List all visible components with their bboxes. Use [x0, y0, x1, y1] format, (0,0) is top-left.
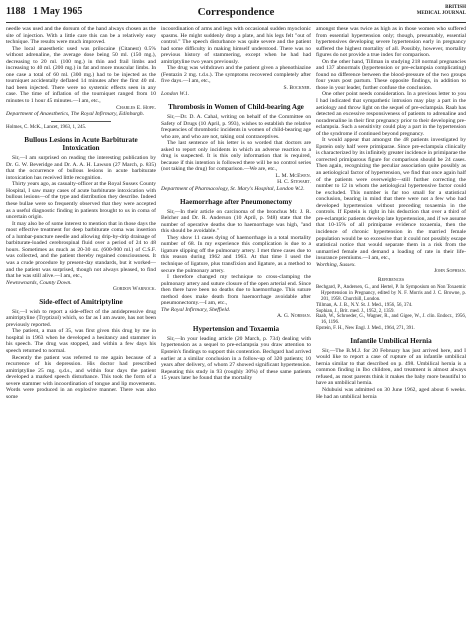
article-title: Bullous Lesions in Acute Barbiturate Intoxication — [24, 136, 138, 153]
signature: L. M. McEwen. — [275, 172, 311, 179]
paragraph: Sir,—The B.M.J. for 20 February has just arrived here, and I would like to report a case of rupture of an infantile umbilical hernia similar to that described on p. 498. Umbilical hernia is a common finding in Ibo children, and treatment is almost always refused, as most parents think it makes the baby more beautiful to have an umbilical hernia. — [316, 347, 466, 387]
signature: H. C. Stewart. — [277, 179, 311, 186]
paragraph: amongst these was twice as high as in those women who suffered from essential hypertension only; though, presumably, essential hypertensives developing severe hypertension early in pregnancy suffered the highest mortality of all. Possibly, however, mortality figures do not provide a true index for comparison. — [316, 26, 466, 59]
article-title: Haemorrhage after Pneumonectomy — [179, 197, 293, 206]
paragraph: They show 11 cases dying of haemorrhage in a total mortality number of 68. In my experience this complication is due to a ligature slipping off the pulmonary artery. I met three cases due to this reason during 1962 and 1963. At that time I used the technique of ligature, plus transfixion and ligature, as a method to secure the pulmonary artery. — [161, 234, 311, 274]
article-title: Side-effect of Amitriptyline — [39, 297, 123, 306]
signature: Gordon Warnock. — [112, 286, 156, 293]
reference: Raab, W., Schroeder, G., Wagner, R., and Gigee, W., J. clin. Endocr., 1956, 16, 1196. — [316, 314, 466, 326]
paragraph: The local anaesthetic used was prilocaine (Citanest) 0.5% without adrenaline, the average dose being 50 ml. (150 mg.), decreasing to 20 ml. (100 mg.) in thin and frail limbs and increasing to 40 ml. (200 mg.) in fat and more muscular limbs. In one case a total of 60 ml. (300 mg.) had to be injected as the tourniquet accidentally deflated 14 minutes after the first 40 ml. had been injected. There were no systemic effects seen in any case. The time of inflation of the tourniquet ranged from 10 minutes to 1 hour 45 minutes.—I am, etc., — [6, 45, 156, 105]
paragraph: Thirty years ago, as casualty-officer at the Royal Sussex County Hospital, I saw many cases of acute barbiturate intoxication with bullous lesions—of the type and distribution they describe. Indeed these bullae were so frequently observed that they were accepted as a useful diagnostic finding in patients brought to us in coma of uncertain origin. — [6, 181, 156, 221]
reference: Holmes, C. McK., Lancet, 1963, 1, 245. — [6, 124, 87, 130]
journal-name-line1: BRITISH — [445, 5, 466, 10]
reference: Sophian, J., Brit. med. J., 1952, 2, 1359. — [316, 308, 395, 314]
paragraph: The patient, a man of 35, was first given this drug by me in hospital in 1963 when he developed a hesitancy and stammer in his speech. The drug was stopped, and within a few days his speech returned to normal. — [6, 328, 156, 354]
paragraph: The last sentence of his letter is so worded that doctors are asked to report only incidents in which an adverse reaction to a drug is suspected. It is this only information that is required, because if this intention is followed there will be no control series (not taking the drug) for comparison.—We are, etc., — [161, 140, 311, 173]
paragraph: It would appear that amongst the 48 patients investigated by Epstein only half were primiparae. Since pre-eclampsia clinically is characterized by its infinitely greater incidence in primiparae the corrected primiparous figure for comparison should be 24 cases. Then again, recognizing the peculiar association quite possibly as an aetiological factor of hypertension, we find that once again half of the patients were overweight—still further correcting the number to 12 in whom the aetiological hypertensive factor could be excluded. This number is far too small for a statistical conclusion, bearing in mind that there were not a few who had developed hypertension without preceding toxaemia in the controls. If Epstein is right in his deduction that over a third of pre-eclamptic patients develop late hypertension, and if we assume that 10-15% of all primiparae evidence toxaemia, then the incidence of chronic hypertension in the married female population would be so excessive that it could not possibly escape statistical notice that would separate them in a risk from the unmarried female and demand a loading of rate in their life-insurance premiums.—I am, etc., — [316, 137, 466, 262]
affiliation: Department of Anaesthetics, The Royal Infirmary, Edinburgh. — [6, 111, 145, 118]
paragraph: incoordination of arms and legs with occasional sudden myoclonic spasms. He might suddenly drop a plate, and his legs felt "out of control." The speech disturbance was quite severe and the patient had some difficulty in making himself understood. There was no previous history of stammering, except when he had had amitriptyline two years previously. — [161, 26, 311, 65]
section-title: Correspondence — [197, 6, 275, 18]
divider — [51, 121, 111, 122]
affiliation: London W.1. — [161, 91, 190, 98]
signature: Charles E. Hope. — [116, 104, 156, 111]
journal-name — [417, 5, 466, 16]
affiliation: Department of Pharmacology, St. Mary's Hospital, London W.2. — [161, 186, 305, 193]
paragraph: I therefore changed my technique to cross-clamping the pulmonary artery and suture closure of the open arterial end. Since then there have been no deaths due to haemorrhage. This suture method does make death from haemorrhage avoidable after pneumonectomy.—I am, etc., — [161, 274, 311, 307]
signature: A. G. Norman. — [276, 313, 311, 320]
reference: Tillman, A. J. B., N.Y. St. J. Med., 1956, 56, 374. — [316, 302, 413, 308]
references-heading: References — [377, 276, 405, 283]
signature: John Sophian. — [434, 268, 466, 275]
paragraph: On the other hand, Tillman in studying 218 normal pregnancies and 137 abnormals (hypertension or pre-eclampsia complicating) found no difference between the blood-pressure of the two groups four years post partum. These opposite findings, in addition to those in your leader, further confuse the conclusion. — [316, 58, 466, 91]
article-title: Thrombosis in Women of Child-bearing Age — [168, 103, 304, 112]
article-title: Hypertension and Toxaemia — [192, 324, 280, 333]
paragraph: The drug was withdrawn and the patient given a phenothiazine (Fentazin 2 mg. t.d.s.). The symptoms recovered completely after five days.—I am, etc., — [161, 65, 311, 85]
paragraph: Sir,—I am surprised on reading the interesting publication by Dr. G. W. Beveridge and Dr. A. A. H. Lawson (27 March, p. 835) that the occurrence of bullous lesions in acute barbiturate intoxication has received little recognition. — [6, 155, 156, 181]
paragraph: It may also be of some interest to mention that in those days the most effective treatment for deep barbiturate coma was insertion of a lumbar-puncture needle and allowing drip-by-drip drainage of barbiturate-loaded cerebrospinal fluid over a period of 24 to 48 hours. Sometimes as much as 20-30 oz. (600-900 ml.) of C.S.F. was collected, and the patient thereby regained consciousness. It was a crude procedure by present-day standards, but it worked—and the patient was surprised, though not always pleased, to find that he was still alive.—I am, etc., — [6, 220, 156, 280]
column-1 — [6, 26, 156, 630]
paragraph: Sir,—In their article on carcinoma of the bronchus Mr. J. R. Belcher and Dr. R. Anderson (10 April, p. 948) state that the number of operative deaths due to haemorrhage was high, "and this should be avoidable." — [161, 208, 311, 235]
affiliation: Worthing, Sussex. — [316, 261, 356, 268]
paragraph: Recently the patient was referred to me again because of a recurrence of his depression. His doctor had prescribed amitriptyline 25 mg. q.d.s., and within four days the patient developed a marked speech disturbance. This took the form of a severe stammer with incoordination of tongue and lip movements. Words were produced in an explosive manner. There was also some — [6, 354, 156, 400]
paragraph: Sir,—I wish to report a side-effect of the antidepressive drug amitriptyline (Tryptizol) which, so far as I am aware, has not been previously reported. — [6, 308, 156, 328]
affiliation: The Royal Infirmary, Sheffield. — [161, 306, 231, 313]
paragraph: Sir,—In your leading article (20 March, p. 734) dealing with hypertension as a sequel to pre-eclampsia you draw attention to Epstein's findings to support this contention. Bechgard had arrived earlier at a similar conclusion in a follow-up of 320 patients; 10 years after delivery, of whom 27 showed significant hypertension. Repeating this study in 93 (roughly 30%) of these same patients 15 years later he found that the mortality — [161, 335, 311, 382]
journal-name-line2: MEDICAL JOURNAL — [416, 10, 466, 16]
article-title: Infantile Umbilical Hernia — [350, 336, 432, 345]
reference: Epstein, F. H., New Engl. J. Med., 1964, 271, 391. — [316, 325, 415, 331]
paragraph: needle was used and the dorsum of the hand always chosen as the site of injection. With a little care this can be a relatively easy technique. The results were much improved. — [6, 26, 156, 46]
reference: Bechgard, P., Andersen, G., and Hertel, P. In Symposium on Non Toxaemic Hypertension in Pregnancy, edited by N. F. Morris and J. C. Browne, p. 201, 1958. Churchill, London. — [316, 285, 466, 302]
page-header — [6, 6, 466, 23]
signature: S. Bockner. — [283, 84, 311, 91]
page-number: 1188 — [6, 6, 26, 17]
column-3 — [316, 26, 466, 630]
affiliation: Newtownards, County Down. — [6, 279, 72, 286]
issue-date: 1 May 1965 — [32, 6, 83, 17]
column-2 — [161, 26, 311, 630]
paragraph: Ndubuisi was admitted on 30 June 1962, aged about 6 weeks. He had an umbilical hernia — [316, 386, 466, 400]
paragraph: Sir,—Dr. D. A. Cahal, writing on behalf of the Committee on Safety of Drugs (10 April, p. 993), wishes to establish the relative frequencies of thrombotic incidents in women of child-bearing age who are, and who are not, taking oral contraceptives. — [161, 114, 311, 140]
paragraph: One other point needs consideration. In a previous letter to you I had indicated that sympathetic intrusion may play a part in the aetiology and throw light on the sequel of pre-eclampsia. Raab has detected an excessive responsiveness of patients to adrenaline and noradrenaline in their first pregnancy prior to their developing pre-eclampsia. Such a sensitivity could play a part in the hypertension of the syndrome if continued beyond pregnancy. — [316, 91, 466, 137]
